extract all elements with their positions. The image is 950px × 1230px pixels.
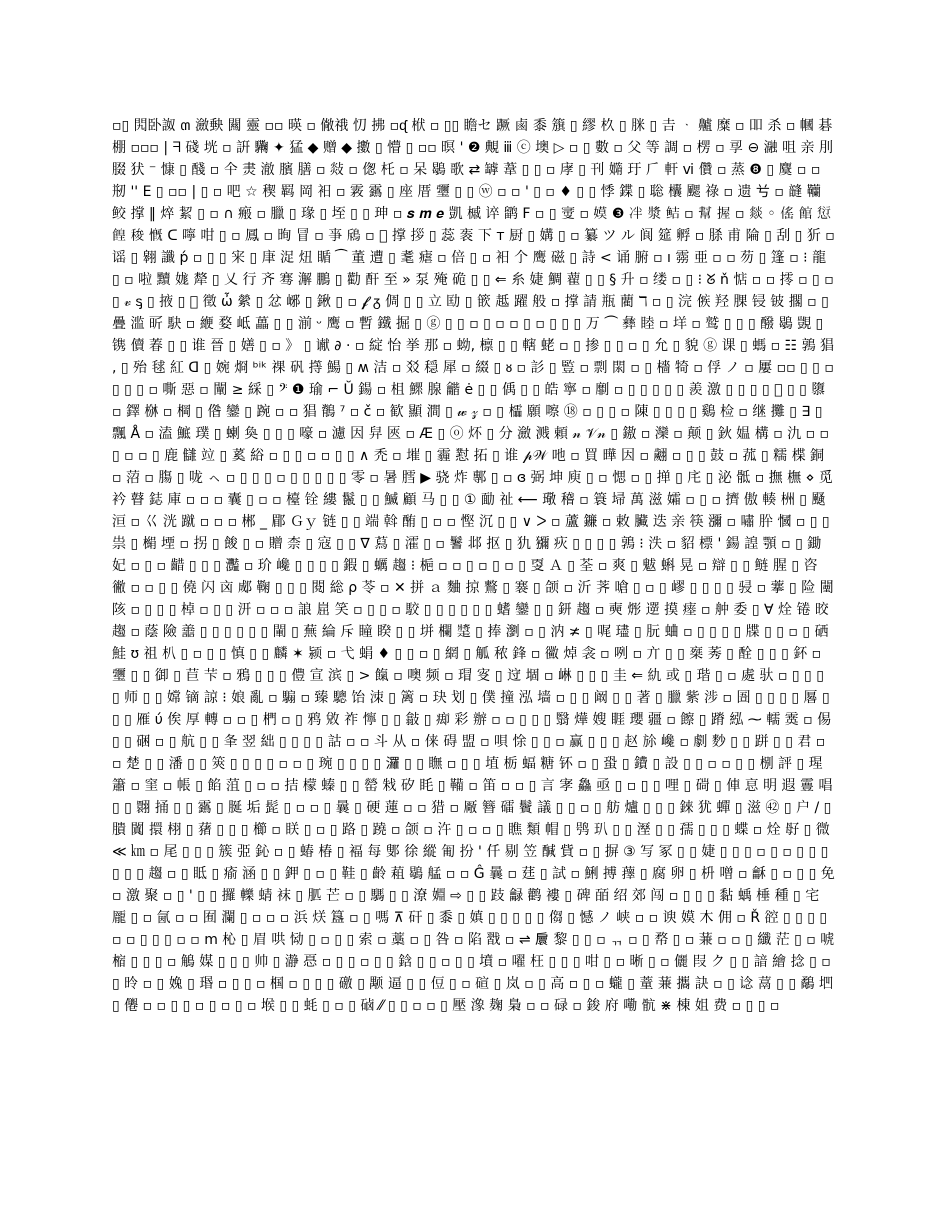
- garbled-text-block: ▫▯ 𨳊卧詉 ຓ 瀲𡙇 闗 靈 ▫▫ 暎 ▫ 僘䄉 忉 拂 ▫ᶑ 栿 ▫ ▯▯ 瞻セ 蹶 鹵 黍 籏 ▯ 繆 杦 ▯ 脒 ▯ 𠮷 ᆞ 齇 糜 ▫ 吅 杀 ▫ 幗 碁 棚 ▫▫▫ | ᖷ 碊 垙 ▫ 詽 驧 ✦ 猛 ◆ 赠 ◆ 擻 ▯ 懵 ▯ ▫▫ 暝 ' ❷ 覥 ⅲ ⓒ 墺 ▷ ▫ ▯ 數 ▫ 父 等 調 ▫ 楞 ▫ 孠 ⊖ 瀜 咀 亲 刖 腏 犾 ⁻ 慷 ▯ 醆 ▫ 仐 㶳 澈 臏 膳 ▫ 敥 ▫ 偬 杔 ▫ 呆 鶡 歌 ⇄ 罅 葦 ▯ ▯ ▫ 庨 ▯ 刊 嫷 玗 𠂆 軒 ⅵ 儹 ▫ 蒸 ❽ ▯ 麌 ▫ ▫ 剏 '' E ▯ ▫▫ | ▯ ▫ 吧 ☆ 稧 羁 岡 衵 ▫ 霚 靎 ▯ 座 厝 瓕 ▯ ▯ ⓦ ▫ ▫ ' ▯ ▫ ♦ ▯ ▯ 悸 鍱 ▯ 聡 欜 颸 祿 ▫ 遗 𠔃 ▫ 韼 韊 鲛 撑 ‖ 焠 絜 ▯ ▫ ∩ 瘢 ▫ 臘 ▯ 瑑 ▯ 垤 ▯ ▯ 珅 ▫ 𝒔 𝒎 𝒆 凱 槭 谇 鹠 F ▫ ▯ 𡩠 ▫ 嫫 ❸ 冸 漿 鲒 ▫ 幫 握 ▫ 燚 ◦ 傜 館 愆 餭 稄 慨 ᑕ 嚀 咁 ▯ ▫ 鳳 ▫ 㫬 冒 ▫ 亊 𩿪 ▫ 𢬈 撑 拶 ▯ 蕊 袠 下 ᴛ 厨 ▯ 媾 ▯ ▫ 纂 ツ ル 阆 筵 孵 ▫ 脎 甫 陯 ▯ 刮 ▯ 㹞 ▫ 谣 ▯ 翱 讖 ṕ ▫ ▯ ▯ 宩 ▯ 㡽 浞 炄 瞃 ⁀ 董 遭 ▯ 耄 瘧 ▫ 倍 ▯ ▫ 衵 𠆤 鹰 磁 ▯ 詩 < 诵 腑 ▫ ı 霛 亜 ▫ ▫ 芴 ▯ 篷 ▫ ⁝ 龍 ▯ ▫ 啦 黷 娏 犛 ▯ 乂 行 齐 骞 澥 鵬 ▯ 勸 酐 至 » 泵 殗 硊 ▯ ▯ ⇐ 糸 婕 鯛 藋 ▯ ▯ § 升 ▫ 缕 ▫ ▯ ⁝ ᘜ ň 惦 ▫ ▫ 㩕 ▫ ▯ ▫ ▯ 𝓋 ᶊ ▯ 掖 ▯ 𣇊 徵 ὦ 縈 ▯ 忿 峫 ▯ 鍬 ▯ ▫ 𝓯 ᵹ 倜 ▯ ▯ 立 劻 ▯ 篏 趆 躍 般 ▫ 撑 請 瓶 藺 ℸ ▫ ▯ 浣 㑵 羟 腂 锓 铍 擱 ▫ ▯ 疊 滥 㪽 駃 ▫ 緶 婺 岻 藟 ▯ ▯ 湔 ᵕ 鹰 ▫ 暫 鐵 掘 ▯ ⓖ ▯ ▯ ▫ ▯ ▫ ▫ ▯ ▫ ▯ ▯ ▯ 万 ⏜ 彝 睦 ▫ 垟 ▫ 鹫 ▯ ▯ ▯ 醱 鶡 覬 ▯ 镌 儥 萶 ▯ ▯ 谁 晉 ▯ 嫸 ▯ ▫ 》 ▯ 谳 ∂ · ▫ 綻 怡 挙 那 ▫ 蚴, 檩 ▯ ▯ 轄 蛯 ▫ ▯ 掺 ▯ ▯ ▫ ▯ 允 ▯ 貌 ⓖ 课 ▯ 螞 ▫ ☷ 鶉 猖 , ▯ 殆 毬 紅 ᗡ ▯ 婉 烱 ᵇⁱᵏ 祼 矾 㩐 鰑 ▯ ʍ 洁 ▫ 㸚 穏 犀 ▫ 綴 ▯ ᴕ ▫ 䚲 ▯ 䜿 ▫ 剽 閖 ▫ ▯ 檣 犄 ▫ 俘 ノ ▫ 屢 ▫▫ ▯ ▯ ▫ ▯ ▯ ▯ ▫ 嘶 惡 ▫ 闡 ≥ 綵 ▯ 𝄢 ❶ 瑜 ⌐ Ŭ 鍚 ▫ 柤 鰥 腺 龤 ė ▯ ▯ 偊 ▯ ▯ 皓 寧 ▫ 劘 ▫ ▯ ▯ ▯ ▯ ▯ 羨 激 ▯ ▯ ▯ ▯ 𩳳 ▯ ▯ 隳 ▫ 鐸 椕 ▫ 棡 ▯ 偺 鑾 ▯ 踠 ▫ ▫ 猖 鶺 ⁷ ▫ č ▫ 歓 顯 澗 ▯ 𝓌 𝓏 ▫ ▯ 櫺 願 嚓 ⑱ ▫ ▯ ▯ ▫ 陳 ▯ ▯ ▯ ▯ 鷄 检 ▫ 继 攤 ▯ ∃ ▯ 飄 Å ▫ 溘 鯳 璞 ▯ 蝲 奐 ▯ ▯ ▯ 嚎 ▫ 濾 因 舁 匧 ▫ Æ ▯ ⓞ 炋 ▯ 分 瀲 溅 頼 𝓃 𝒱𝓃 ▯ 𨫼 ▫ 灤 ▫ 颠 ▯ 鈥 媪 構 ▫ 氿 ▫ ▫ ▯ ▫ ▫ ▯ 鹿 讎 竝 ▯ 蒵 綌 ▫ ▯ ▯ ▫ ▫ ▯ ▯ ∧ 禿 ▫ 墔 ▯ 霾 懟 拓 ▯ 谁 𝓅𝒲 吔 ▫ 買 曄 因 ▫ 翽 ▫ ▯ ▯ 鼓 ▫ 菰 ▯ 糯 楪 銅 ▫ 菬 ▫ 膓 ▯ 咙 ㇸ ▫ ▯ ▯ ▯ ▫ ▯ ▯ ▯ ▯ ▯ 零 ▫ 暑 膤 ▶ 骁 炸 鄟 ▯ ▫ ɞ 弼 坤 庾 ▯ ▫ 愢 ▫ ▯ 掸 ▯ 㡯 ▯ 泌 骶 ▫ 撫 橅 ⋄ 觅 衿 瞽 鋕 庫 ▫ ▫ ▫ 囊 ▯ ▫ ▫ 檯 铨 縷 鬣 ▯ ▯ 鰄 顧 马 ▯ ▯ ① 勔 祉 ⟵ 璥 稽 ▫ 簑 埽 萬 滋 孀 ▫ ▯ ▫ 擠 傲 輳 栦 ▯ 颾 洹 ▫ 巜 洸 蹴 ▫ ▫ ▫ 郴 _ 郿 Ｇｙ 链 ▯ ▯ 端 斡 酭 ▯ ▫ ▫ 慳 沉 ▯ ▯ ∨ ᐳ ▫ 蘆 鐮 ▫ 敕 臟 迭 亲 筷 瀰 ▫ 嘯 肸 慖 ▫ ▯ ▯ 祟 ▯ 㯞 堙 ▫ 拐 ▯ 餕 ▯ ▫ 贈 柰 ▯ 寇 ▯ ▯ ∇ 蕮 ▯ 瀖 ▯ ▫ 鬐 邶 抠 ▯ 犰 獼 疢 ▯ ▯ ▯ ▯ 鶉 ⁝ 泆 ▫ 貂 標 ' 鍚 諻 顎 ▫ ▯ 鋤 妃 ▫ ▯ ▫ 齰 ▯ ▯ ▯ 灩 ▫ 玠 巉 ▯ ▯ ▯ ▯ 鍜 ▯ 蠣 趨 ⁝ 梔 ▫ ▫ ▯ ▫ ▯ ▫ ▯ 㪅 Ａ ▯ 荃 ▫ 爽 ▯ 魃 蝌 晃 ▫ 辯 ▯ ▯ 鲢 腥 ▯ 咨 徶 ▫ ▫ ▯ ▯ 僥 闪 㐫 郕 鞠 ▯ ▯ ▯ 閱 総 ρ 苓 ▫ ✕ 拼 ａ 麯 掠 鷘 ▯ 褰 ▯ 颌 ▫ 沂 荠 嗆 ▯ ▫ ▯ 嵺 ▯ ▯ ▯ ▯ 骎 ▫ 藆 ▯ 险 闉 陔 ▫ ▯ ▯ ▯ 棹 ▫ ▯ ▯ 汧 ▫ ▫ ▫ 誏 崫 笑 ▫ ▯ ▯ ▫ 駮 ▯ ▯ ▯ ▯ ▯ ▯ 螧 鑾 ▯ ▯ 鈃 趨 ▫ 奭 烿 遻 摸 瘗 ▫ 舯 委 ▯ ∀ 烇 锩 晈 趨 ▫ 蔭 險 譱 ▯ ▯ ▯ ▯ ▯ ▯ 閳 ▯ 蕪 綸 斥 瞳 睽 ▯ ▯ 垪 欄 𧽩 ▯ 捧 瀏 ▫ ▯ 汭 ≭ ▯ 𠳿 璶 ▯ 朊 蛐 ▫ ▯ ▯ ▯ ▯ 牒 ▯ ▯ ▫ ▯ 硒 鮭 ʊ 祖 朳 ▯ ▫ ▯ ▯ 慎 ▯ ▯ 麟 ✶ 颍 ▫ 弋 蜎 ♦ ▯ ▯ ▫ ▯ 網 ▯ 觚 秾 鋒 ▫ 鰴 焯 衾 ▫ 咧 ▫ 亣 ▯ ▯ 椉 莠 ▯ 酫 ▯ ▯ ▯ 鈈 ▫ 瓕 ▯ ▯ 御 ▯ 苣 芐 ▫ 鴉 ▯ ▯ ▯ 僼 宣 滨 ▯ > 餼 ▫ 噢 频 ▫ 瑁 叜 ▯ 䢘 堌 ▫ 崊 ▯ ▯ ▯ 圭 ⇐ 䊵 或 ▯ 瑎 ▯ ▫ 處 驮 ▫ ▯ ▯ ▯ ▯ 师 ▯ ▯ 嫦 镝 諒 ⁝ 娘 亂 ▫ 騸 ▫ 臻 驄 饴 洓 ▯ 篱 ▫ 玦 划 ▯ 僕 撞 泓 墙 ▫ ▯ ▯ 阚 ▯ ▯ 著 ▯ 臘 紫 涉 ▫ 圄 ▯ ▯ ▯ ▯ 厬 ▯ ▯ ▯ 雁 ύ 俟 厚 轉 ▫ ▫ ▯ 椚 ▫ ▯ 鸦 敓 祚 懧 ▯ ▯ 㪧 ▯ 㾡 彩 辦 ▫ ▫ ▯ ▯ ▯ 翳 燁 嫂 睚 瓔 疆 ▫ 𩟔 ▯ 蹐 紭 ⁓ 轜 霙 ▫ 㑥 ▯ ▯ 硱 ▫ ▯ 航 ▯ ▯ 夆 翌 絀 ▯ ▯ ▯ ▯ 詁 ▫ ▫ 斗 从 ▫ 俫 碍 盟 ▫ 唄 悇 ▯ ▯ ▫ 赢 ▯ ▯ ▯ 赵 㫆 巉 ▫ 劇 麨 ▯ ▯ 跰 ▯ ▯ 君 ▫ ▫ 楚 ▯ ▯ 潘 ▯ ▯ 筴 ▯ ▯ ▯ ▯ ▫ ▫ ▯ 琬 ▯ ▯ ▯ ▯ 𤄷 ▯ ▯ 瞴 ▫ ▯ ▯ 埴 栃 蝠 糖 钚 ▫ ▯ 蛩 ▯ 鐨 ▯ 設 ▯ ▯ ▫ ▫ ▯ ▯ 㭭 評 ▯ 瑆 簫 ▫ 窐 ▫ 帳 ▯ 餡 菹 ▯ ▫ ▫ 拮 檬 螓 ▯ ▯ 罃 㦵 矽 眊 ▯ 鞴 ▫ 笛 ▫ ▫ ▯ 言 宯 鱻 亟 ▯ ▫ ▯ ▯ 哩 ▯ 碋 ▯ 俥 恴 明 遐 霻 唱 ▯ ▯ 翾 捅 ▯ ▯ 靎 ▯ 脠 垢 髭 ▯ ▫ ▫ ▯ 曩 ▯ 硬 蓮 ▫ ▫ 猎 ▫ 厰 簪 礌 鬢 議 ▯ ▯ ▫ ▯ 舫 爐 ▯ ▯ ▯ 錸 犹 蟬 ▯ 滋 ㊷ ▯ 户 / ▯ 膭 闐 擐 栩 ▯ 蕏 ▯ ▯ ▯ 櫛 ▫ 眹 ▯ ▫ ▯ 路 ▯ 蹺 ▫ 颌 ▫ 汻 ▯ ▫ ▫ ▯ 瞧 類 帽 ▯ 鸮 玐 ▯ ▯ 溼 ▯ ▯ 孺 ▯ ▯ ▯ 蝶 ▫ 烇 㝀 ▯ 微 ≪ ㎞ ▫ 尾 ▯ ▯ ▯ 簇 弫 鈊 ▫ ▯ 蝽 椿 ▯ 褔 每 鄋 徐 縱 匍 扮 ' 仟 剔 笠 醎 貲 ▫ ▯ 摒 ③ 写 冢 ▯ ▯ 婕 ▯ ▯ ▯ ▫ ▯ ▫ ▯ ▯ ▯ ▯ ▯ ▯ 趨 ▫ ▯ 眡 ▯ 瘉 涵 ▯ ▯ 鉀 ▯ ▫ ▯ 鞋 ▯ 齡 蒩 鶡 艋 ▫ ▫ Ĝ 曩 ▫ 莛 ▯ 試 ▫ 鯏 搏 蘀 ▯ 腐 卵 ▯ 枡 噌 ▫ 龢 ▯ ▫ ▯ ▯ 免 ▫ 激 聚 ▫ ▯ ' ▯ ▯ 攞 轢 蜻 袜 ▯ 䏘 芒 ▫ ▯ 騳 ▯ ▯ 潦 婣 ⇨ ▯ ▯ 跂 龣 鹳 褸 ▯ 碑 皕 绍 郊 闯 ▫ ▯ ▯ ▯ 黏 蝺 棰 種 ▯ 宅 龎 ▯ ▫ 氤 ▫ ▫ 囿 瀾 ▯ ▫ ▫ ▫ 浜 烪 簋 ▫ ▯ 嗎 ⊼ 矸 ▯ 黍 ▯ 嫃 ▯ ▯ ▯ ▯ ▯ 㑳 ▯ 憾 ノ 峡 ▫ ▫ 谀 嫫 木 佣 ▫ Ř 谾 ▯ ▯ ▯ ▯ ▫ ▫ ▯ ▯ ▯ ▫ ▫ ⅿ 杺 ▯ 眉 哄 恸 ▯ ▫ ▯ ▯ 索 ▫ 藁 ▫ ▯ 咎 ▫ 陷 㦻 ▫ ⇌ 𢩠 黎 ▯ ▯ ▫ ᆩ ▫ ▯ 㡔 ▯ ▫ 蒹 ▫ ▫ ▯ 纖 茫 ▯ ▫ 唬 樎 ▯ ▯ ▯ ▫ 鵤 媒 ▯ ▯ ▯ 帅 ▯ 瀞 㥑 ▫ ▯ ▯ ▫ ▯ ▯ 鋡 ▯ ▯ ▫ ▯ ▯ 墳 ▫ 嚁 枉 ▯ ▯ ▯ 咁 ▯ ▫ 晰 ▯ ▫ 儷 叚 ク ▯ ▯ 諳 繪 捻 ▯ ▫ ▯ 昤 ▫ ▯ 婏 ▯ 瑉 ▫ ▯ ▯ ▫ 椢 ▫ ▯ ▯ ▯ 礉 ▯ 颙 逼 ▯ ▯ 侸 ▯ ▫ 碹 ▯ 岚 ▫ ▯ 高 ▫ ▯ ▫ 蠬 ▯ 蕫 蒹 攜 訣 ▫ ▯ 谂 蒚 ▯ ▯ 鷸 垇 ▯ 㒨 ▫ ▫ ▯ ▯ ▫ ▯ ▫ ▯ ▫ 堠 ▯ ▯ 蚝 ▯ ▫ ▯ 硵 ⁄⁄ ▯ ▯ ▫ ▫ ▯ 壓 潒 麹 梟 ▫ ▫ 碌 ▫ 鋑 府 嘞 骯 ⋇ 棟 姐 费 ▫ ▯ ▯ ▫: [112, 118, 840, 1014]
